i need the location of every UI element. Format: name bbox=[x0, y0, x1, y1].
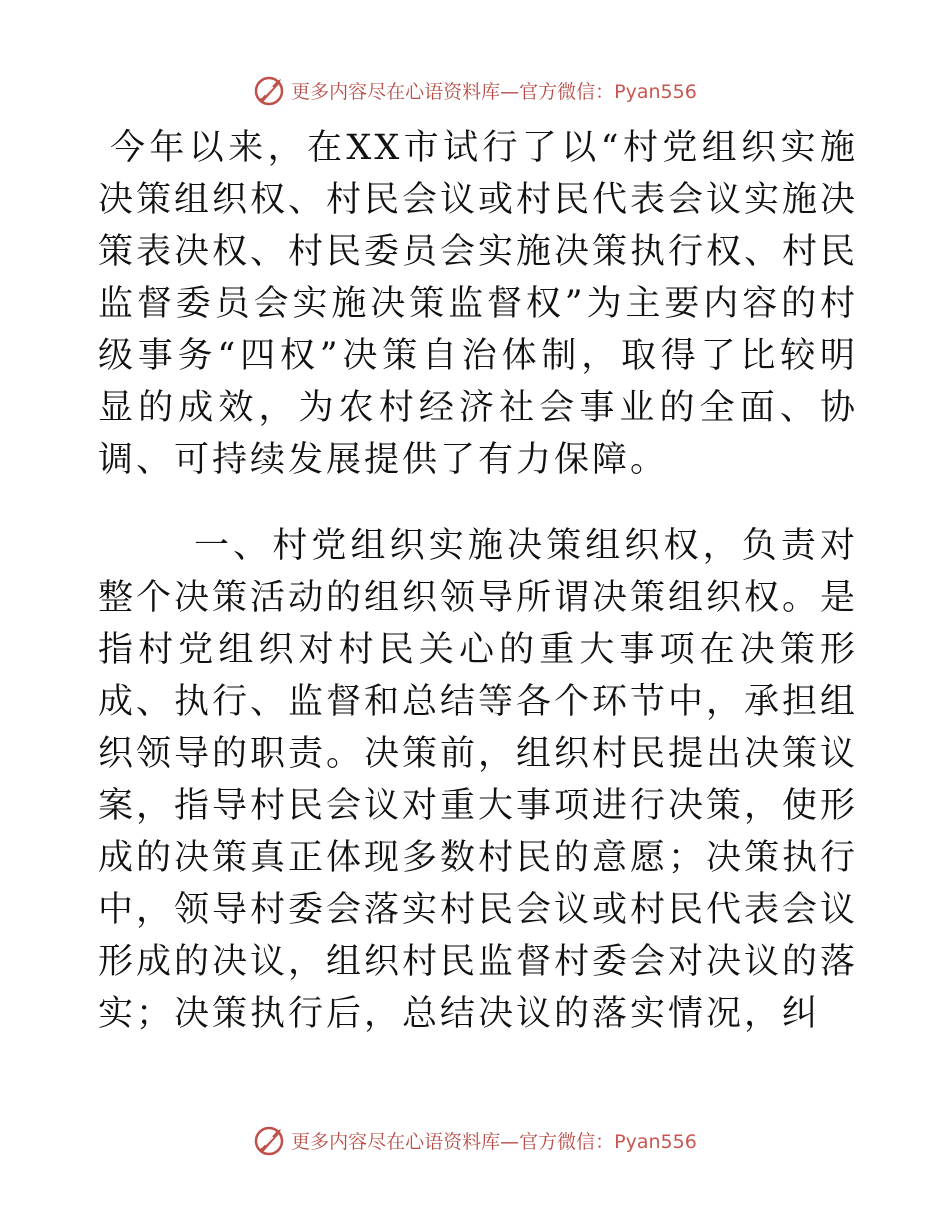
paragraph-intro: 今年以来，在XX市试行了以“村党组织实施决策组织权、村民会议或村民代表会议实施决策表决权、村民委员会实施决策执行权、村民监督委员会实施决策监督权”为主要内容的村级事务“四权”决策自治体制，取得了比较明显的成效，为农村经济社会事业的全面、协调、可持续发展提供了有力保障。 bbox=[98, 128, 859, 480]
paragraph-section-one: 一、村党组织实施决策组织权，负责对整个决策活动的组织领导所谓决策组织权。是指村党组织对村民关心的重大事项在决策形成、执行、监督和总结等各个环节中，承担组织领导的职责。决策前，组织村民提出决策议案，指导村民会议对重大事项进行决策，使形成的决策真正体现多数村民的意愿；决策执行中，领导村委会落实村民会议或村民代表会议形成的决议，组织村民监督村委会对决议的落实；决策执行后，总结决议的落实情况，纠 bbox=[98, 526, 859, 1034]
footer-banner bbox=[0, 1120, 950, 1160]
quill-pen-logo-icon bbox=[253, 73, 287, 107]
quill-pen-logo-icon bbox=[253, 1123, 287, 1157]
document-body bbox=[98, 122, 858, 1040]
banner-text: 更多内容尽在心语资料库—官方微信：Pyan556 bbox=[291, 80, 697, 103]
banner-text: 更多内容尽在心语资料库—官方微信：Pyan556 bbox=[291, 1130, 697, 1153]
header-banner bbox=[0, 70, 950, 110]
